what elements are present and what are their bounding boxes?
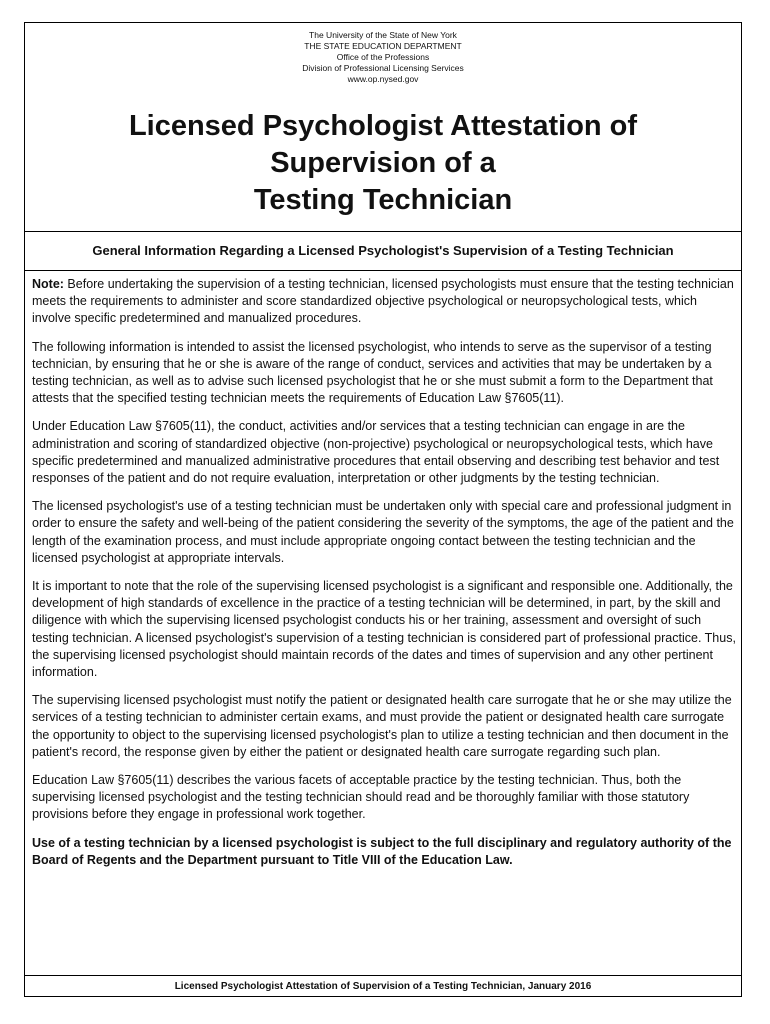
document-footer: Licensed Psychologist Attestation of Supervision of a Testing Technician, January 2016 — [25, 975, 741, 996]
paragraph-supervisor-role: It is important to note that the role of the supervising licensed psychologist is a significant and responsible one. Additionally, the development of high standards of excellence in the practice of a testing technician will be determined, in part, by the skill and diligence with which the supervising licensed psychologist conducts his or her training, assessment and oversight of such testing technician. A licensed psychologist's supervision of a testing technician is considered part of professional practice. Thus, the supervising licensed psychologist should maintain records of the dates and times of supervision and any other pertinent information. — [32, 579, 736, 680]
title-line-1: Licensed Psychologist Attestation of — [128, 110, 638, 142]
disciplinary-statement: Use of a testing technician by a licensed psychologist is subject to the full disciplinary and regulatory authority of the Board of Regents and the Department pursuant to Title VIII of the Education Law. — [32, 835, 732, 867]
agency-block — [25, 30, 741, 85]
agency-line-office: Office of the Professions — [336, 52, 430, 62]
paragraph-purpose: The following information is intended to assist the licensed psychologist, who intends to serve as the supervisor of a testing technician, by ensuring that he or she is aware of the range of conduct, services and activities that may be undertaken by a testing technician, as well as to advise such licensed psychologist that he or she must submit a form to the Department that attests that the specified testing technician meets the requirements of Education Law §7605(11). — [32, 339, 713, 406]
note-paragraph — [32, 276, 738, 328]
note-text: Before undertaking the supervision of a testing technician, licensed psychologists must ensure that the testing technician meets the requirements to administer and score standardized objective psychological or neuropsychological tests, which involve specific predetermined and manualized procedures. — [32, 277, 734, 326]
document-title — [25, 108, 741, 219]
agency-website: www.op.nysed.gov — [347, 74, 419, 84]
paragraph-patient-notice: The supervising licensed psychologist must notify the patient or designated health care surrogate that he or she may utilize the services of a testing technician to administer certain exams, and must provide the patient or designated health care surrogate the opportunity to object to the supervising licensed psychologist's plan to utilize a testing technician and then document in the patient's record, the response given by either the patient or designated health care surrogate regarding such plan. — [32, 693, 732, 759]
paragraph-special-care: The licensed psychologist's use of a testing technician must be undertaken only with special care and professional judgment in order to ensure the safety and well-being of the patient considering the severity of the symptoms, the age of the patient and the length of the examination process, and must include appropriate ongoing contact between the testing technician and the licensed psychologist at appropriate intervals. — [32, 499, 734, 565]
agency-line-division: Division of Professional Licensing Services — [302, 63, 464, 73]
paragraph-law-scope: Under Education Law §7605(11), the conduct, activities and/or services that a testing technician can engage in are the administration and scoring of standardized objective (non-projective) psychological or neuropsychological tests, which have specific predetermined and manualized administrative procedures that entail observing and describing test behavior and test responses of the patient and do not require evaluation, interpretation or other judgments by the testing technician. — [32, 419, 720, 486]
document-frame — [24, 22, 742, 997]
document-body — [32, 276, 738, 880]
paragraph-statutory-provisions: Education Law §7605(11) describes the various facets of acceptable practice by the testing technician. Thus, both the supervising licensed psychologist and the testing technician should read and be thoroughly familiar with those statutory provisions before they engage in professional work together. — [32, 773, 690, 822]
note-label: Note: — [32, 277, 64, 291]
agency-line-department: THE STATE EDUCATION DEPARTMENT — [304, 41, 462, 51]
document-header — [25, 23, 741, 232]
section-heading: General Information Regarding a Licensed Psychologist's Supervision of a Testing Technician — [25, 231, 741, 271]
title-line-3: Testing Technician — [253, 184, 513, 216]
agency-line-university: The University of the State of New York — [309, 30, 457, 40]
title-line-2: Supervision of a — [270, 147, 496, 179]
